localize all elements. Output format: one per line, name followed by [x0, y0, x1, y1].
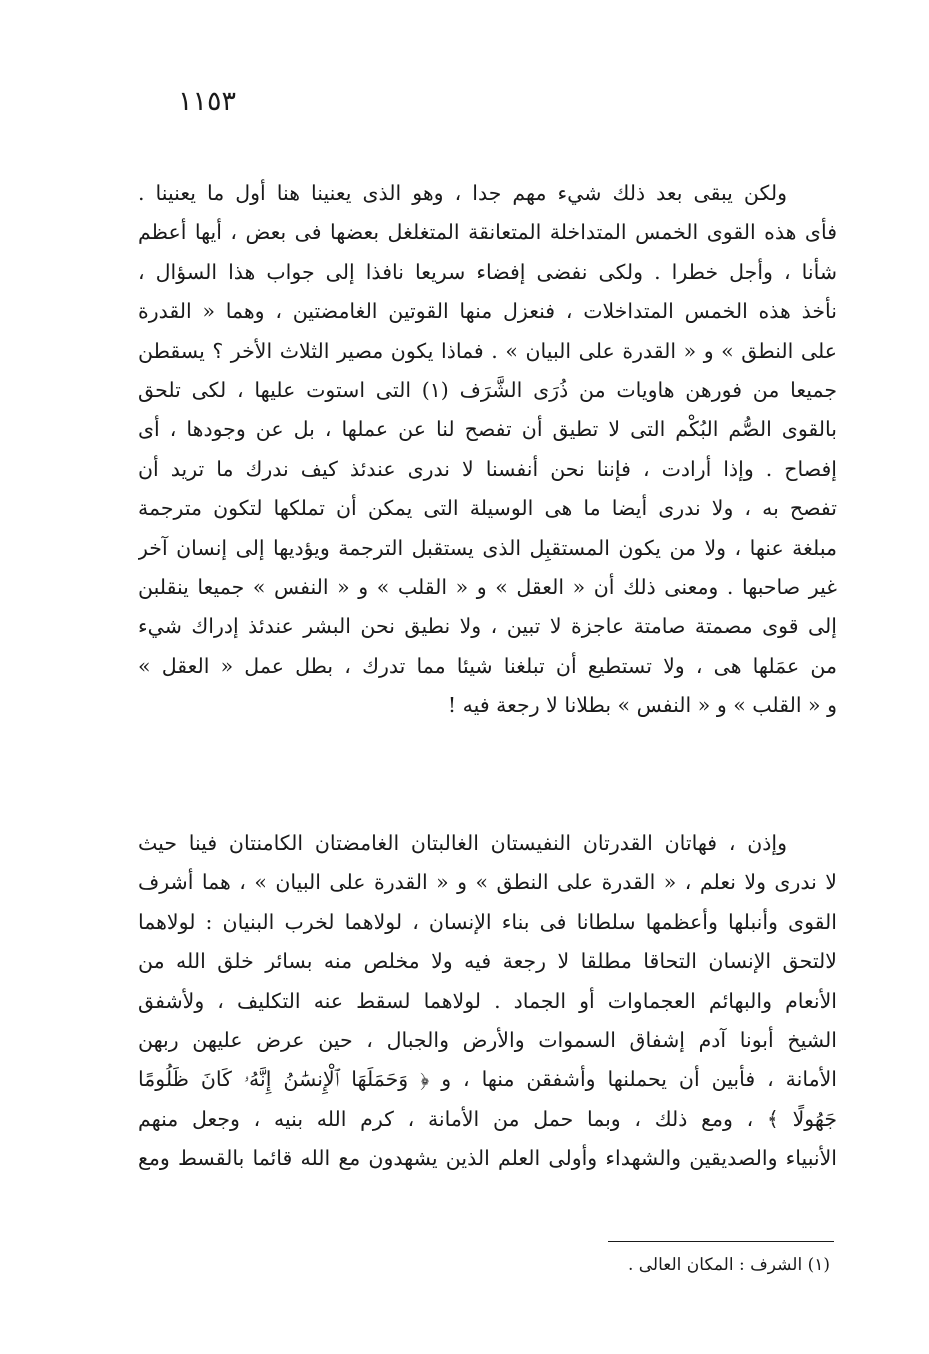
text-line: ولكن يبقى بعد ذلك شيء مهم جدا ، وهو الذى يعنينا هنا أول ما يعنينا . — [138, 181, 787, 205]
text-line: و « القلب » و « النفس » بطلانا لا رجعة فيه ! — [447, 693, 837, 718]
text-line: وإذن ، فهاتان القدرتان النفيستان الغالبتان الغامضتان الكامنتان فينا حيث — [138, 831, 787, 855]
text-line: جميعا من فورهن هاويات من ذُرَى الشَّرَف (١) التى استوت عليها ، لكى تلحق — [138, 377, 837, 402]
text-line: الأنعام والبهائم العجماوات أو الجماد . لولاهما لسقط عنه التكليف ، ولأشفق — [138, 988, 837, 1013]
text-line: الأمانة ، فأبين أن يحملنها وأشفقن منها ، و ﴿ وَحَمَلَهَا ٱلْإِنسَٰنُ إِنَّهُۥ كَانَ ظَلُومًا — [138, 1067, 837, 1092]
text-line: القوى وأنبلها وأعظمها سلطانا فى بناء الإنسان ، لولاهما لخرب البنيان : لولاهما — [138, 909, 837, 934]
text-line: غير صاحبها . ومعنى ذلك أن « العقل » و « القلب » و « النفس » جميعا ينقلبن — [138, 574, 837, 599]
page-number: ١١٥٣ — [178, 86, 237, 117]
text-line: الأنبياء والصديقين والشهداء وأولى العلم الذين يشهدون مع الله قائما بالقسط ومع — [138, 1146, 837, 1171]
text-line: لا ندرى ولا نعلم ، « القدرة على النطق » و « القدرة على البيان » ، هما أشرف — [138, 870, 837, 895]
paragraph-1 — [138, 174, 837, 725]
text-line: بالقوى الصُّم البُكْم التى لا تطيق أن تفصح لنا عن عملها ، بل عن وجودها ، أى — [138, 417, 837, 442]
text-line: إلى قوى مصمتة صامتة عاجزة لا تبين ، ولا نطيق نحن البشر عندئذ إدراك شيء — [138, 614, 837, 639]
footnote: (١) الشرف : المكان العالى . — [627, 1255, 830, 1275]
text-line: على النطق » و « القدرة على البيان » . فماذا يكون مصير الثلاث الأخر ؟ يسقطن — [138, 338, 837, 363]
text-line: جَهُولًا ﴾ ، ومع ذلك ، وبما حمل من الأمانة ، كرم الله بنيه ، وجعل منهم — [138, 1106, 837, 1131]
text-line: فأى هذه القوى الخمس المتداخلة المتعانقة المتغلغل بعضها فى بعض ، أيها أعظم — [138, 220, 837, 245]
text-line: نأخذ هذه الخمس المتداخلات ، فنعزل منها القوتين الغامضتين ، وهما « القدرة — [138, 299, 837, 324]
text-line: تفصح به ، ولا ندرى أيضا ما هى الوسيلة التى يمكن أن تملكها لتكون مترجمة — [138, 496, 837, 521]
text-line: من عمَلها هى ، ولا تستطيع أن تبلغنا شيئا مما تدرك ، بطل عمل « العقل » — [138, 653, 837, 678]
text-line: شأنا ، وأجل خطرا . ولكى نفضى إفضاء سريعا نافذا إلى جواب هذا السؤال ، — [138, 259, 837, 284]
text-line: لالتحق الإنسان التحاقا مطلقا لا رجعة فيه ولا مخلص منه بسائر خلق الله من — [138, 949, 837, 974]
text-line: إفصاح . وإذا أرادت ، فإننا نحن أنفسنا لا ندرى عندئذ كيف ندرك ما تريد أن — [138, 456, 837, 481]
paragraph-2 — [138, 824, 837, 1179]
footnote-divider — [608, 1241, 834, 1242]
text-line: الشيخ أبونا آدم إشفاق السموات والأرض والجبال ، حين عرض عليهن ربهن — [138, 1027, 837, 1052]
text-line: مبلغة عنها ، ولا من يكون المستقبِل الذى يستقبل الترجمة ويؤديها إلى إنسان آخر — [138, 535, 837, 560]
